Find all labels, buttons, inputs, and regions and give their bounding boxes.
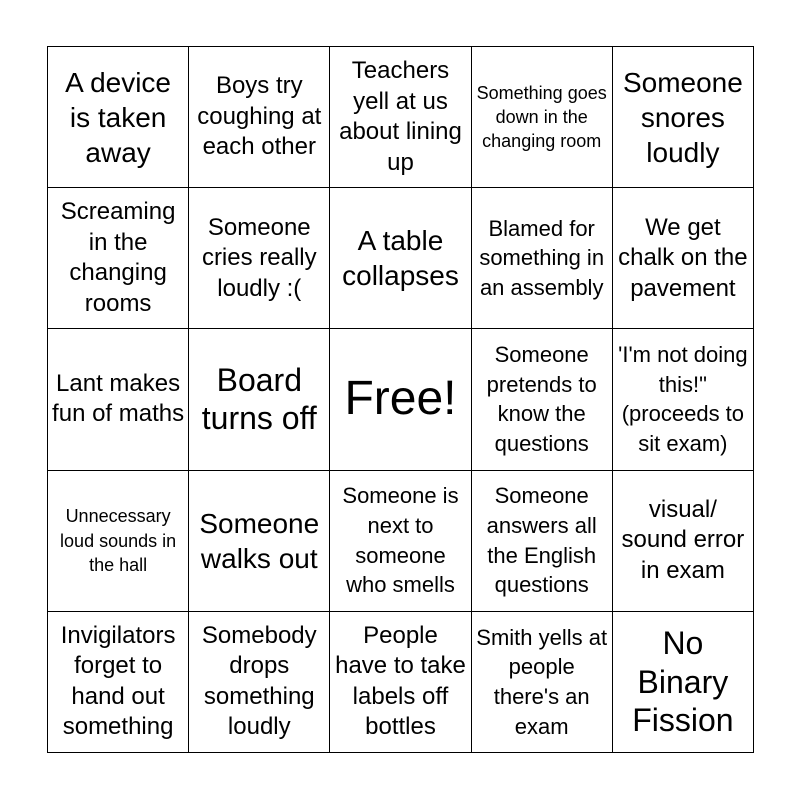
bingo-cell[interactable] — [613, 471, 754, 612]
cell-text: We get chalk on the pavement — [618, 213, 748, 302]
cell-text: visual/ sound error in exam — [621, 495, 745, 584]
cell-text: Screaming in the changing rooms — [60, 198, 176, 317]
bingo-cell[interactable] — [613, 329, 754, 470]
bingo-cell[interactable] — [48, 329, 189, 470]
bingo-cell[interactable] — [189, 329, 330, 470]
cell-text: Somebody drops something loudly — [201, 621, 317, 741]
cell-text: Board turns off — [201, 362, 317, 437]
bingo-cell[interactable] — [472, 47, 613, 188]
bingo-cell[interactable] — [48, 471, 189, 612]
cell-text: Invigilators forget to hand out something — [60, 621, 176, 741]
bingo-cell[interactable] — [613, 188, 754, 329]
cell-text: Blamed for something in an assembly — [479, 215, 605, 301]
cell-text: Someone is next to someone who smells — [342, 483, 459, 598]
cell-text: People have to take labels off bottles — [335, 621, 466, 741]
cell-text: Someone pretends to know the questions — [486, 342, 597, 457]
bingo-cell[interactable] — [472, 329, 613, 470]
bingo-cell[interactable] — [330, 47, 471, 188]
bingo-cell[interactable] — [48, 47, 189, 188]
bingo-cell[interactable] — [330, 188, 471, 329]
cell-text: Unnecessary loud sounds in the hall — [60, 506, 177, 575]
cell-text: Someone answers all the English questions — [486, 483, 597, 598]
bingo-cell[interactable] — [189, 471, 330, 612]
bingo-cell[interactable] — [613, 47, 754, 188]
cell-text: Teachers yell at us about lining up — [339, 57, 462, 176]
bingo-cell[interactable] — [48, 188, 189, 329]
bingo-cell[interactable] — [472, 612, 613, 753]
cell-text: Lant makes fun of maths — [52, 370, 185, 428]
bingo-cell[interactable] — [189, 188, 330, 329]
cell-text: A device is taken away — [65, 66, 172, 168]
cell-text: Something goes down in the changing room — [476, 82, 607, 152]
bingo-cell[interactable] — [613, 612, 754, 753]
cell-text: Free! — [344, 372, 457, 426]
bingo-cell[interactable] — [189, 47, 330, 188]
cell-text: 'I'm not doing this!" (proceeds to sit exam) — [618, 342, 748, 457]
bingo-board — [47, 46, 754, 753]
free-space[interactable] — [330, 329, 471, 470]
bingo-cell[interactable] — [330, 471, 471, 612]
cell-text: Someone cries really loudly :( — [201, 213, 317, 302]
cell-text: A table collapses — [342, 225, 459, 292]
bingo-cell[interactable] — [48, 612, 189, 753]
cell-text: Someone snores loudly — [622, 66, 743, 168]
bingo-cell[interactable] — [472, 471, 613, 612]
bingo-cell[interactable] — [472, 188, 613, 329]
cell-text: Someone walks out — [199, 507, 320, 574]
cell-text: Smith yells at people there's an exam — [476, 624, 608, 739]
bingo-cell[interactable] — [189, 612, 330, 753]
cell-text: Boys try coughing at each other — [197, 72, 322, 161]
cell-text: No Binary Fission — [632, 625, 734, 739]
bingo-cell[interactable] — [330, 612, 471, 753]
